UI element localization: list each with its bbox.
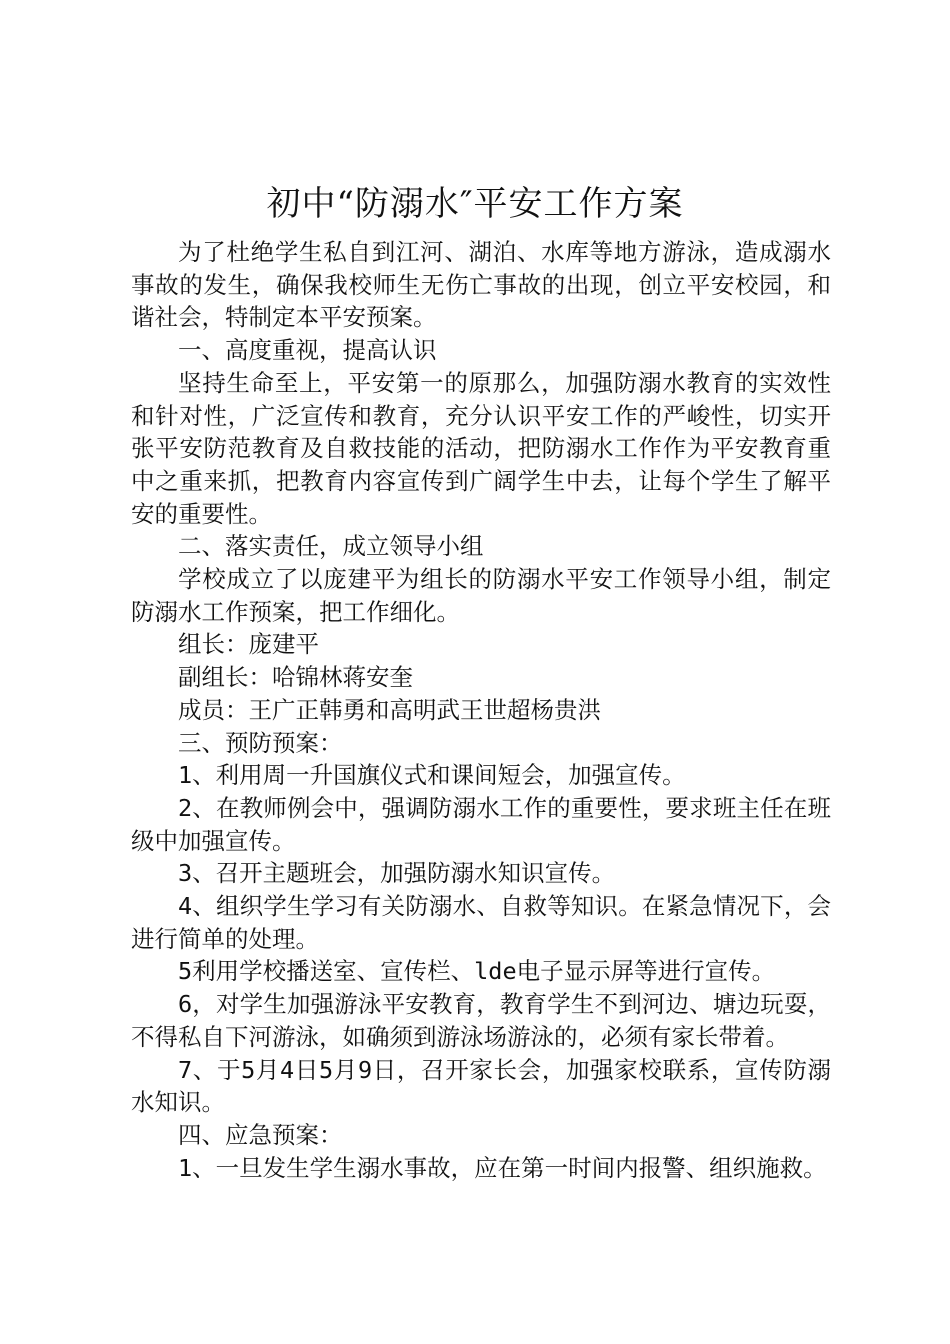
prevention-item-3: 3、召开主题班会，加强防溺水知识宣传。 xyxy=(178,859,616,888)
prevention-item-7: 7、于5月4日5月9日，召开家长会，加强家校联系，宣传防溺水知识。 xyxy=(131,1055,831,1117)
section-heading-3: 三、预防预案： xyxy=(178,728,343,757)
document-body xyxy=(131,236,831,1184)
paragraph-section-1: 坚持生命至上，平安第一的原那么，加强防溺水教育的实效性和针对性，广泛宣传和教育，充分认识平安工作的严峻性，切实开张平安防范教育及自救技能的活动，把防溺水工作作为平安教育重中之重来抓，把教育内容宣传到广阔学生中去，让每个学生了解平安的重要性。 xyxy=(131,368,831,528)
section-heading-2: 二、落实责任，成立领导小组 xyxy=(178,532,484,561)
paragraph-intro: 为了杜绝学生私自到江河、湖泊、水库等地方游泳，造成溺水事故的发生，确保我校师生无伤亡事故的出现，创立平安校园，和谐社会，特制定本平安预案。 xyxy=(131,238,831,332)
emergency-item-1: 1、一旦发生学生溺水事故，应在第一时间内报警、组织施救。 xyxy=(178,1153,827,1182)
deputy-leader-line: 副组长：哈锦林蒋安奎 xyxy=(178,663,413,692)
prevention-item-1: 1、利用周一升国旗仪式和课间短会，加强宣传。 xyxy=(178,761,686,790)
section-heading-1: 一、高度重视，提高认识 xyxy=(178,336,437,365)
paragraph-section-2: 学校成立了以庞建平为组长的防溺水平安工作领导小组，制定防溺水工作预案，把工作细化。 xyxy=(131,565,831,626)
prevention-item-5: 5利用学校播送室、宣传栏、lde电子显示屏等进行宣传。 xyxy=(178,957,776,986)
prevention-item-4: 4、组织学生学习有关防溺水、自救等知识。在紧急情况下，会进行简单的处理。 xyxy=(131,892,831,953)
members-line: 成员：王广正韩勇和高明武王世超杨贵洪 xyxy=(178,695,601,724)
document-title: 初中“防溺水″平安工作方案 xyxy=(266,184,684,224)
prevention-item-6: 6，对学生加强游泳平安教育，教育学生不到河边、塘边玩耍，不得私自下河游泳，如确须到游泳场游泳的，必须有家长带着。 xyxy=(131,990,831,1051)
section-heading-4: 四、应急预案： xyxy=(178,1120,343,1149)
prevention-item-2: 2、在教师例会中，强调防溺水工作的重要性，要求班主任在班级中加强宣传。 xyxy=(131,793,831,855)
leader-line: 组长：庞建平 xyxy=(178,630,319,659)
